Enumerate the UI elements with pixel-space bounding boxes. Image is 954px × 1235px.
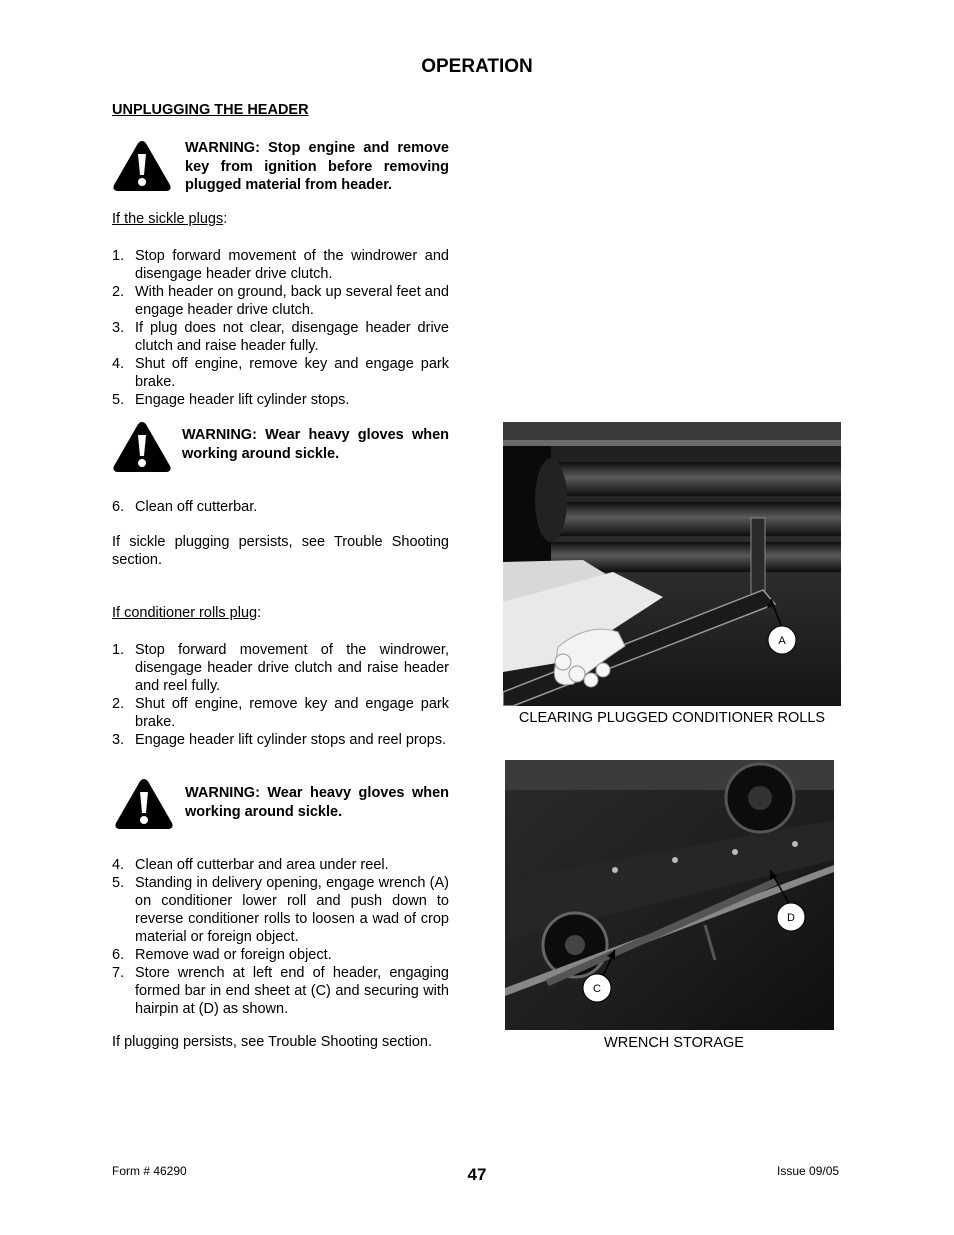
step-number: 2. [112,696,125,712]
step-text: Store wrench at left end of header, engaging formed bar in end sheet at (C) and securing with hairpin at (D) as shown. [135,965,449,1017]
step-number: 6. [112,499,125,515]
step-number: 1. [112,642,125,658]
step-text: Clean off cutterbar and area under reel. [135,857,389,873]
callout-d-label: D [787,912,795,924]
conditioner-persist-note: If plugging persists, see Trouble Shooting section. [112,1034,432,1050]
step-text: Standing in delivery opening, engage wrench (A) on conditioner lower roll and push down to reverse conditioner rolls to loosen a wad of crop material or foreign object. [135,875,449,945]
conditioner-heading [112,605,261,621]
list-item [112,946,449,964]
sickle-heading-label: If the sickle plugs [112,211,224,227]
list-item [112,695,449,731]
step-text: Clean off cutterbar. [135,499,258,515]
step-number: 1. [112,248,125,264]
step-number: 2. [112,284,125,300]
list-item [112,731,449,749]
sickle-persist-note: If sickle plugging persists, see Trouble Shooting section. [112,534,449,568]
warning-icon [114,777,174,831]
list-item [112,498,449,516]
list-item [112,319,449,355]
warning-icon [112,420,172,474]
list-item [112,964,449,1018]
list-item [112,247,449,283]
page-number: 47 [467,1165,487,1184]
issue-date: Issue 09/05 [777,1164,840,1178]
warning-icon [112,139,172,193]
step-number: 5. [112,875,125,891]
conditioner-steps-list [112,641,449,749]
step-text: Stop forward movement of the windrower, disengage header drive clutch and raise header and reel fully. [135,642,449,694]
step-number: 6. [112,947,125,963]
list-item [112,391,449,409]
sickle-steps-list [112,247,449,409]
sickle-step6-list [112,498,449,516]
step-number: 4. [112,356,125,372]
callout-a-label: A [778,635,786,647]
step-text: Remove wad or foreign object. [135,947,332,963]
step-text: With header on ground, back up several feet and engage header drive clutch. [135,284,449,318]
step-number: 5. [112,392,125,408]
sickle-heading [112,211,227,227]
sickle-heading-colon: : [223,211,228,227]
list-item [112,856,449,874]
list-item [112,874,449,946]
step-number: 7. [112,965,125,981]
step-number: 4. [112,857,125,873]
list-item [112,283,449,319]
form-number: Form # 46290 [112,1164,187,1178]
conditioner-steps-list-2 [112,856,449,1018]
conditioner-heading-colon: : [257,605,262,621]
list-item [112,641,449,695]
page-title: OPERATION [421,56,533,77]
step-number: 3. [112,732,125,748]
step-text: Engage header lift cylinder stops. [135,392,350,408]
step-text: If plug does not clear, disengage header drive clutch and raise header fully. [135,320,449,354]
step-number: 3. [112,320,125,336]
warning-text-engine: WARNING: Stop engine and remove key from ignition before removing plugged material from header. [185,140,449,193]
wrench-storage-photo [505,760,834,1030]
list-item [112,355,449,391]
step-text: Engage header lift cylinder stops and reel props. [135,732,447,748]
conditioner-heading-label: If conditioner rolls plug [112,605,258,621]
figure-caption: WRENCH STORAGE [604,1035,744,1051]
step-text: Shut off engine, remove key and engage park brake. [135,356,449,390]
callout-c-label: C [593,983,601,995]
warning-text-gloves: WARNING: Wear heavy gloves when working around sickle. [185,785,449,820]
step-text: Shut off engine, remove key and engage park brake. [135,696,449,730]
figure-caption: CLEARING PLUGGED CONDITIONER ROLLS [518,710,826,726]
step-text: Stop forward movement of the windrower and disengage header drive clutch. [135,248,449,282]
warning-text-gloves: WARNING: Wear heavy gloves when working around sickle. [182,427,449,462]
conditioner-rolls-photo [503,422,841,706]
section-title: UNPLUGGING THE HEADER [112,102,309,118]
